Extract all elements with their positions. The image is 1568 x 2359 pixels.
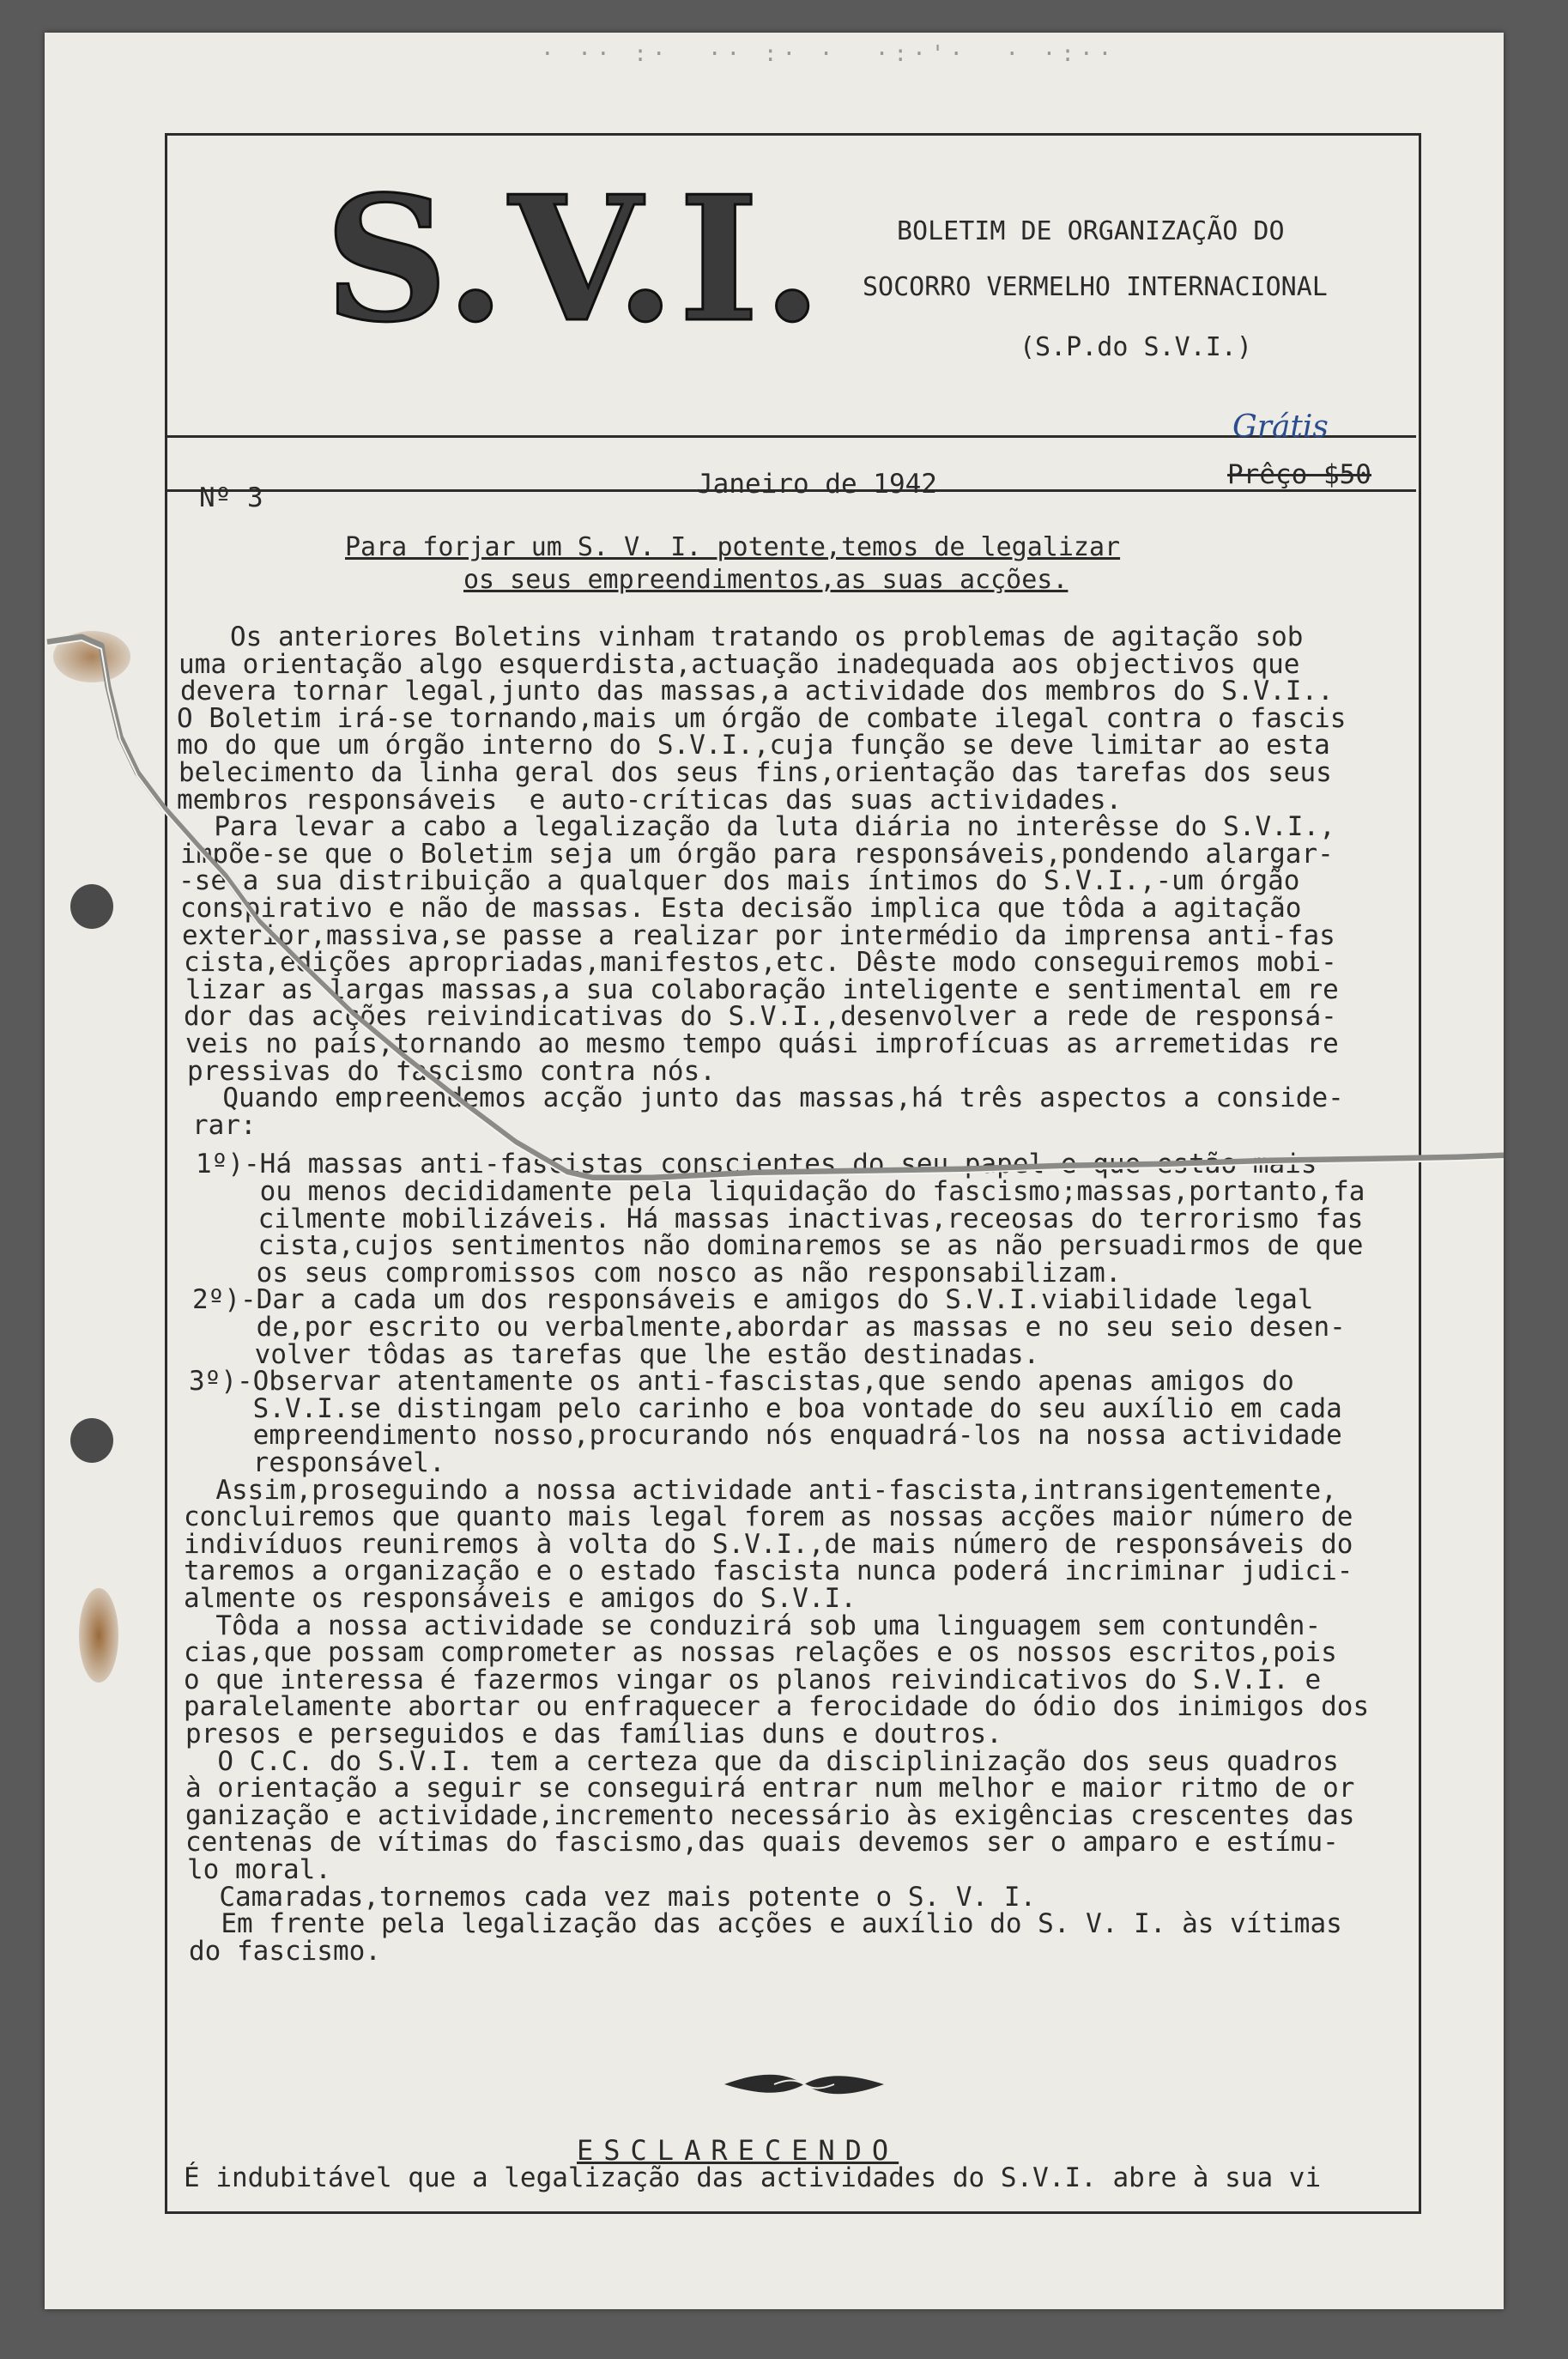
- article-line: veis no país,tornando ao mesmo tempo quási improfícuas as arremetidas re: [185, 1028, 1339, 1059]
- masthead-line-2: SOCORRO VERMELHO INTERNACIONAL: [863, 272, 1328, 302]
- article-line: Quando empreendemos acção junto das massas,há três aspectos a conside-: [191, 1082, 1344, 1114]
- article-line: -se a sua distribuição a qualquer dos mais íntimos do S.V.I.,-um órgão: [179, 865, 1300, 897]
- article-line: cilmente mobilizáveis. Há massas inactivas,receosas do terrorismo fas: [194, 1203, 1364, 1234]
- article-line: belecimento da linha geral dos seus fins,orientação das tarefas dos seus: [179, 757, 1332, 788]
- article-line: cista,edições apropriadas,manifestos,etc. Dêste modo conseguiremos mobi-: [184, 947, 1337, 979]
- article-line: 2º)-Dar a cada um dos responsáveis e amigos do S.V.I.viabilidade legal: [192, 1284, 1314, 1316]
- article-line: uma orientação algo esquerdista,actuação inadequada aos objectivos que: [179, 648, 1300, 680]
- article-line: dor das acções reivindicativas do S.V.I.,desenvolver a rede de responsá-: [184, 1001, 1337, 1033]
- masthead-logo: S.V.I.: [324, 159, 826, 361]
- article-line: lo moral.: [187, 1854, 331, 1885]
- article-title-line-2: os seus empreendimentos,as suas acções.: [463, 565, 1069, 595]
- masthead-rule: [165, 435, 1416, 438]
- article-title-line-1: Para forjar um S. V. I. potente,temos de legalizar: [345, 532, 1121, 562]
- article-line: concluiremos que quanto mais legal forem as nossas acções maior número de: [184, 1501, 1353, 1533]
- article-line: paralelamente abortar ou enfraquecer a ferocidade do ódio dos inimigos dos: [184, 1691, 1370, 1723]
- article-line: Tôda a nossa actividade se conduzirá sob uma linguagem sem contundên-: [184, 1610, 1322, 1641]
- article-line: devera tornar legal,junto das massas,a actividade dos membros do S.V.I..: [180, 676, 1334, 707]
- top-smudge: · ·· :· ·· :· · ·:·'· · ·:··: [541, 41, 1117, 67]
- punch-hole-lower: [70, 1418, 113, 1463]
- article-line: volver tôdas as tarefas que lhe estão destinadas.: [191, 1338, 1040, 1370]
- article-line: indivíduos reuniremos à volta do S.V.I.,de mais número de responsáveis do: [184, 1528, 1353, 1560]
- article-line: Camaradas,tornemos cada vez mais potente o S. V. I.: [187, 1881, 1037, 1913]
- article-line: responsável.: [189, 1447, 445, 1478]
- article-line: conspirativo e não de massas. Esta decisão implica que tôda a agitação: [180, 893, 1302, 924]
- article-line: Assim,proseguindo a nossa actividade anti-fascista,intransigentemente,: [184, 1474, 1337, 1506]
- handwritten-note: Grátis: [1232, 409, 1329, 445]
- article-line: lizar as largas massas,a sua colaboração inteligente e sentimental em re: [185, 973, 1339, 1005]
- punch-hole-upper: [70, 884, 113, 929]
- article-line: presos e perseguidos e das famílias duns e doutros.: [185, 1719, 1002, 1750]
- article-line: Para levar a cabo a legalização da luta diária no interêsse do S.V.I.,: [182, 811, 1335, 843]
- issue-date: Janeiro de 1942: [697, 469, 937, 500]
- section-first-line: É indubitável que a legalização das actividades do S.V.I. abre à sua vi: [184, 2162, 1322, 2193]
- article-line: cias,que possam comprometer as nossas relações e os nossos escritos,pois: [184, 1637, 1337, 1669]
- article-line: centenas de vítimas do fascismo,das quais devemos ser o amparo e estímu-: [185, 1827, 1339, 1859]
- article-line: exterior,massiva,se passe a realizar por intermédio da imprensa anti-fas: [182, 919, 1335, 951]
- section-title: ESCLARECENDO: [577, 2134, 899, 2167]
- article-line: empreendimento nosso,procurando nós enquadrá-los na nossa actividade: [189, 1420, 1342, 1452]
- rust-stain: [79, 1588, 118, 1683]
- article-line: membros responsáveis e auto-críticas das suas actividades.: [177, 784, 1123, 816]
- article-line: à orientação a seguir se conseguirá entrar num melhor e maior ritmo de or: [185, 1773, 1355, 1804]
- article-line: 1º)-Há massas anti-fascistas conscientes do seu papel e que estão mais: [196, 1149, 1317, 1180]
- article-line: ou menos decididamente pela liquidação do fascismo;massas,portanto,fa: [196, 1176, 1365, 1207]
- article-line: O Boletim irá-se tornando,mais um órgão de combate ilegal contra o fascis: [177, 702, 1347, 734]
- article-line: Em frente pela legalização das acções e auxílio do S. V. I. às vítimas: [189, 1908, 1342, 1940]
- article-line: S.V.I.se distingam pelo carinho e boa vontade do seu auxílio em cada: [189, 1392, 1342, 1424]
- article-line: mo do que um órgão interno do S.V.I.,cuja função se deve limitar ao esta: [177, 730, 1330, 761]
- article-line: de,por escrito ou verbalmente,abordar as massas e no seu seio desen-: [192, 1312, 1346, 1343]
- masthead-line-1: BOLETIM DE ORGANIZAÇÃO DO: [897, 216, 1285, 246]
- article-line: os seus compromissos com nosco as não responsabilizam.: [192, 1257, 1122, 1289]
- masthead-line-3: (S.P.do S.V.I.): [1020, 332, 1252, 362]
- article-line: almente os responsáveis e amigos do S.V.I.: [184, 1583, 857, 1614]
- article-line: do fascismo.: [189, 1935, 381, 1967]
- article-line: ganização e actividade,incremento necessário às exigências crescentes das: [185, 1799, 1355, 1831]
- price: Prêço $50: [1227, 459, 1371, 490]
- article-line: impõe-se que o Boletim seja um órgão para responsáveis,pondendo alargar-: [180, 838, 1334, 870]
- article-line: rar:: [192, 1109, 257, 1141]
- article-line: pressivas do fascismo contra nós.: [187, 1055, 716, 1087]
- article-line: Os anteriores Boletins vinham tratando os problemas de agitação sob: [182, 622, 1304, 652]
- article-line: o que interessa é fazermos vingar os planos reivindicativos do S.V.I. e: [184, 1664, 1322, 1695]
- article-line: 3º)-Observar atentamente os anti-fascistas,que sendo apenas amigos do: [189, 1366, 1294, 1398]
- article-line: cista,cujos sentimentos não dominaremos se as não persuadirmos de que: [194, 1230, 1364, 1262]
- article-line: O C.C. do S.V.I. tem a certeza que da disciplinização dos seus quadros: [185, 1745, 1339, 1777]
- issue-number: Nº 3: [199, 482, 263, 513]
- ornament-divider: [723, 2067, 886, 2101]
- rust-stain: [53, 631, 130, 682]
- article-line: taremos a organização e o estado fascista nunca poderá incriminar judici-: [184, 1555, 1353, 1587]
